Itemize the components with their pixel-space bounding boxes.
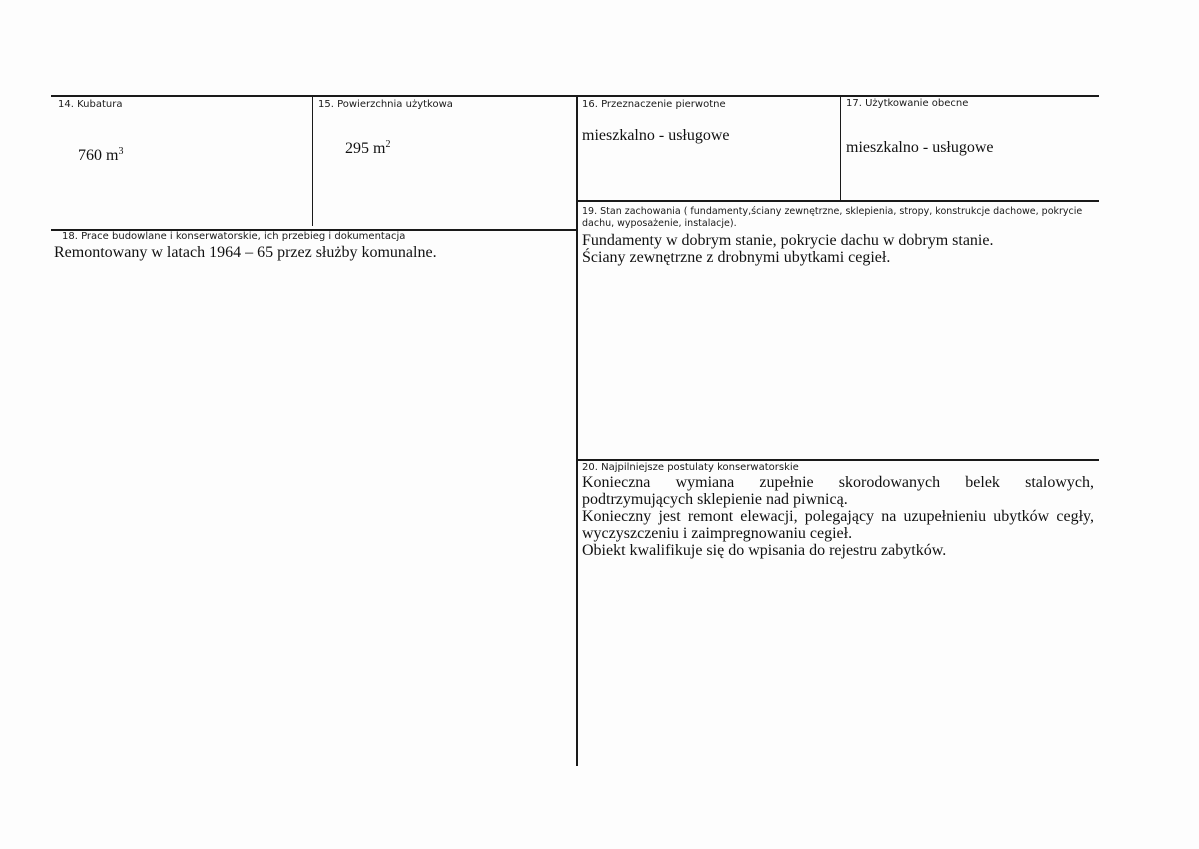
- kubatura-value: [78, 147, 123, 164]
- prace-label: 18. Prace budowlane i konserwatorskie, ich przebieg i dokumentacja: [62, 231, 406, 242]
- rule-above-19: [576, 200, 1099, 202]
- center-divider: [576, 96, 578, 766]
- kubatura-exponent: 3: [118, 146, 124, 157]
- top-rule: [51, 95, 1099, 97]
- przeznaczenie-value: mieszkalno - usługowe: [582, 127, 730, 144]
- przeznaczenie-label: 16. Przeznaczenie pierwotne: [582, 99, 726, 110]
- stan-text: [582, 232, 1092, 266]
- postulaty-paragraph-3: Obiekt kwalifikuje się do wpisania do rejestru zabytków.: [582, 542, 947, 559]
- prace-value: Remontowany w latach 1964 – 65 przez służby komunalne.: [54, 244, 437, 261]
- kubatura-label: 14. Kubatura: [58, 99, 123, 110]
- divider-14-15: [312, 96, 313, 226]
- powierzchnia-unit: m: [373, 140, 386, 157]
- powierzchnia-label: 15. Powierzchnia użytkowa: [318, 99, 453, 110]
- stan-label: 19. Stan zachowania ( fundamenty,ściany zewnętrzne, sklepienia, stropy, konstrukcje dachowe, pokrycie dachu, wyposażenie, instalacje).: [582, 206, 1083, 229]
- stan-line-1: Fundamenty w dobrym stanie, pokrycie dachu w dobrym stanie.: [582, 232, 994, 249]
- uzytkowanie-label: 17. Użytkowanie obecne: [846, 98, 969, 109]
- powierzchnia-exponent: 2: [385, 139, 391, 150]
- powierzchnia-number: 295: [345, 140, 369, 157]
- kubatura-number: 760: [78, 147, 102, 164]
- divider-16-17: [840, 96, 841, 200]
- postulaty-paragraph-1: Konieczna wymiana zupełnie skorodowanych belek stalowych, podtrzymujących sklepienie nad piwnicą.: [582, 474, 1094, 508]
- postulaty-label: 20. Najpilniejsze postulaty konserwatorskie: [582, 462, 799, 473]
- kubatura-unit: m: [106, 147, 119, 164]
- uzytkowanie-value: mieszkalno - usługowe: [846, 139, 994, 156]
- rule-above-20: [576, 459, 1099, 461]
- powierzchnia-value: [345, 140, 390, 157]
- postulaty-paragraph-2: Konieczny jest remont elewacji, polegający na uzupełnieniu ubytków cegły, wyczyszczeniu i zaimpregnowaniu cegieł.: [582, 508, 1094, 542]
- stan-line-2: Ściany zewnętrzne z drobnymi ubytkami cegieł.: [582, 249, 891, 266]
- postulaty-text: [582, 474, 1094, 559]
